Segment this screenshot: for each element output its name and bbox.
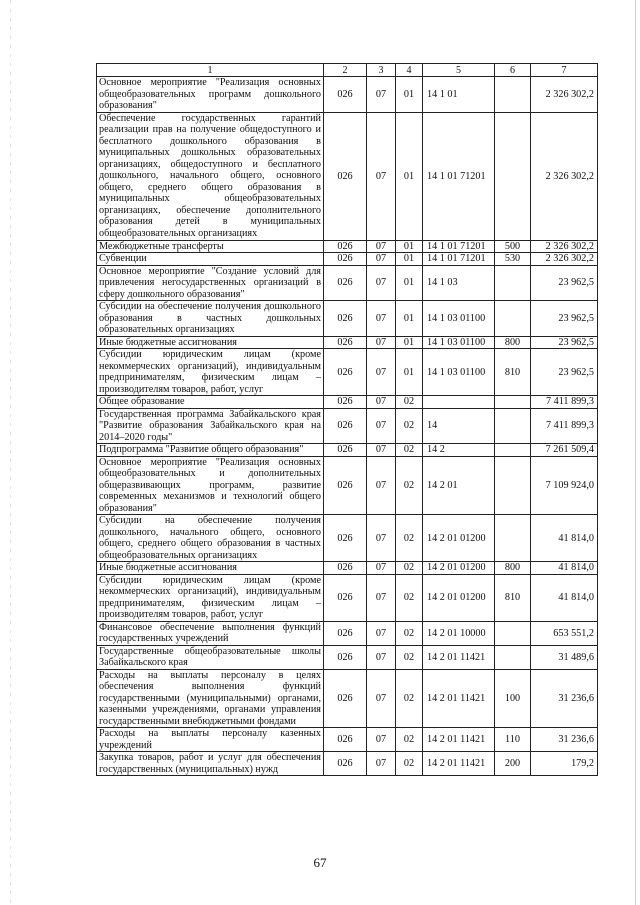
table-row — [97, 515, 598, 562]
table-row — [97, 349, 598, 396]
row-subsection: 02 — [396, 574, 423, 621]
table-row — [97, 444, 598, 457]
row-section: 07 — [367, 515, 396, 562]
page-number: 67 — [313, 855, 327, 870]
row-expense-type: 100 — [495, 669, 531, 728]
row-target-article: 14 2 — [423, 444, 495, 457]
row-subsection: 01 — [396, 77, 423, 113]
row-admin-code: 026 — [324, 444, 367, 457]
row-expense-type: 200 — [495, 752, 531, 776]
row-admin-code: 026 — [324, 408, 367, 444]
row-target-article: 14 2 01 — [423, 456, 495, 515]
row-target-article: 14 1 03 01100 — [423, 336, 495, 349]
row-name: Субвенции — [97, 253, 324, 266]
row-name: Закупка товаров, работ и услуг для обеспечения государственных (муниципальных) нужд — [97, 752, 324, 776]
row-section: 07 — [367, 574, 396, 621]
row-expense-type — [495, 112, 531, 240]
row-name: Субсидии юридическим лицам (кроме некоммерческих организаций), индивидуальным предпринимателям, физическим лицам – производителям товаров, работ, услуг — [97, 349, 324, 396]
row-target-article: 14 1 01 71201 — [423, 253, 495, 266]
row-amount: 2 326 302,2 — [531, 240, 598, 253]
row-subsection: 02 — [396, 396, 423, 409]
row-section: 07 — [367, 396, 396, 409]
row-target-article: 14 1 03 — [423, 265, 495, 301]
row-admin-code: 026 — [324, 112, 367, 240]
row-subsection: 01 — [396, 336, 423, 349]
row-amount: 7 261 509,4 — [531, 444, 598, 457]
row-subsection: 02 — [396, 515, 423, 562]
row-section: 07 — [367, 444, 396, 457]
row-expense-type — [495, 265, 531, 301]
row-amount: 23 962,5 — [531, 301, 598, 337]
row-target-article: 14 2 01 11421 — [423, 728, 495, 752]
row-target-article: 14 — [423, 408, 495, 444]
row-admin-code: 026 — [324, 728, 367, 752]
row-section: 07 — [367, 301, 396, 337]
table-row — [97, 408, 598, 444]
row-subsection: 02 — [396, 408, 423, 444]
row-subsection: 02 — [396, 669, 423, 728]
row-expense-type — [495, 444, 531, 457]
row-name: Межбюджетные трансферты — [97, 240, 324, 253]
table-row — [97, 396, 598, 409]
row-target-article: 14 1 01 71201 — [423, 112, 495, 240]
row-expense-type — [495, 77, 531, 113]
row-admin-code: 026 — [324, 301, 367, 337]
row-expense-type — [495, 301, 531, 337]
row-admin-code: 026 — [324, 752, 367, 776]
table-row — [97, 574, 598, 621]
row-subsection: 01 — [396, 112, 423, 240]
header-col-1: 1 — [97, 64, 324, 77]
row-target-article: 14 2 01 11421 — [423, 669, 495, 728]
budget-table — [96, 63, 598, 776]
row-amount: 31 236,6 — [531, 669, 598, 728]
table-row — [97, 112, 598, 240]
table-row — [97, 253, 598, 266]
row-admin-code: 026 — [324, 396, 367, 409]
table-row — [97, 621, 598, 645]
row-expense-type — [495, 396, 531, 409]
row-amount: 7 411 899,3 — [531, 396, 598, 409]
table-row — [97, 752, 598, 776]
row-admin-code: 026 — [324, 515, 367, 562]
row-section: 07 — [367, 456, 396, 515]
row-section: 07 — [367, 265, 396, 301]
row-expense-type — [495, 408, 531, 444]
row-name: Финансовое обеспечение выполнения функций государственных учреждений — [97, 621, 324, 645]
row-admin-code: 026 — [324, 265, 367, 301]
row-name: Расходы на выплаты персоналу в целях обеспечения выполнения функций государственными (муниципальными) органами, казенными учреждениями, органами управления государственными внебюджетными фондами — [97, 669, 324, 728]
row-expense-type: 810 — [495, 349, 531, 396]
row-name: Основное мероприятие "Реализация основных общеобразовательных и дополнительных общеразвивающих программ, развитие современных механизмов и технологий общего образования" — [97, 456, 324, 515]
row-subsection: 02 — [396, 562, 423, 575]
table-row — [97, 240, 598, 253]
row-name: Основное мероприятие "Реализация основных общеобразовательных программ дошкольного образования" — [97, 77, 324, 113]
table-row — [97, 669, 598, 728]
header-col-2: 2 — [324, 64, 367, 77]
row-name: Иные бюджетные ассигнования — [97, 562, 324, 575]
row-target-article: 14 2 01 10000 — [423, 621, 495, 645]
row-amount: 2 326 302,2 — [531, 77, 598, 113]
row-section: 07 — [367, 621, 396, 645]
row-expense-type: 110 — [495, 728, 531, 752]
scan-edge-right — [635, 0, 636, 905]
row-amount: 31 489,6 — [531, 645, 598, 669]
row-section: 07 — [367, 408, 396, 444]
row-subsection: 02 — [396, 645, 423, 669]
row-expense-type: 530 — [495, 253, 531, 266]
row-name: Государственные общеобразовательные школы Забайкальского края — [97, 645, 324, 669]
row-expense-type — [495, 515, 531, 562]
row-amount: 41 814,0 — [531, 562, 598, 575]
row-amount: 7 109 924,0 — [531, 456, 598, 515]
row-target-article — [423, 396, 495, 409]
table-row — [97, 728, 598, 752]
row-expense-type — [495, 645, 531, 669]
row-subsection: 02 — [396, 752, 423, 776]
row-name: Субсидии на обеспечение получения дошкольного образования в частных дошкольных образовательных организациях — [97, 301, 324, 337]
row-target-article: 14 1 03 01100 — [423, 301, 495, 337]
table-row — [97, 645, 598, 669]
row-admin-code: 026 — [324, 253, 367, 266]
row-section: 07 — [367, 645, 396, 669]
row-name: Общее образование — [97, 396, 324, 409]
row-amount: 41 814,0 — [531, 515, 598, 562]
row-section: 07 — [367, 112, 396, 240]
header-col-5: 5 — [423, 64, 495, 77]
row-amount: 23 962,5 — [531, 336, 598, 349]
row-section: 07 — [367, 240, 396, 253]
row-name: Обеспечение государственных гарантий реализации прав на получение общедоступного и бесплатного дошкольного образования в муниципальных дошкольных образовательных организациях, общедоступного и бесплатного дошкольного, начального общего, основного общего, среднего общего образования в муниципальных общеобразовательных организациях, обеспечение дополнительного образования детей в муниципальных общеобразовательных организациях — [97, 112, 324, 240]
row-admin-code: 026 — [324, 621, 367, 645]
row-expense-type: 500 — [495, 240, 531, 253]
row-target-article: 14 2 01 01200 — [423, 562, 495, 575]
row-expense-type — [495, 456, 531, 515]
row-subsection: 01 — [396, 349, 423, 396]
header-col-3: 3 — [367, 64, 396, 77]
row-subsection: 01 — [396, 240, 423, 253]
row-admin-code: 026 — [324, 669, 367, 728]
row-expense-type: 810 — [495, 574, 531, 621]
row-admin-code: 026 — [324, 574, 367, 621]
row-subsection: 02 — [396, 728, 423, 752]
row-admin-code: 026 — [324, 562, 367, 575]
row-name: Государственная программа Забайкальского края "Развитие образования Забайкальского края на 2014–2020 годы" — [97, 408, 324, 444]
row-section: 07 — [367, 752, 396, 776]
row-target-article: 14 2 01 11421 — [423, 752, 495, 776]
row-subsection: 01 — [396, 265, 423, 301]
row-section: 07 — [367, 349, 396, 396]
row-target-article: 14 2 01 01200 — [423, 574, 495, 621]
row-amount: 41 814,0 — [531, 574, 598, 621]
row-section: 07 — [367, 669, 396, 728]
row-expense-type — [495, 621, 531, 645]
row-target-article: 14 1 01 71201 — [423, 240, 495, 253]
row-subsection: 01 — [396, 301, 423, 337]
row-target-article: 14 2 01 01200 — [423, 515, 495, 562]
table-row — [97, 562, 598, 575]
row-amount: 2 326 302,2 — [531, 253, 598, 266]
row-amount: 23 962,5 — [531, 265, 598, 301]
row-amount: 23 962,5 — [531, 349, 598, 396]
row-admin-code: 026 — [324, 349, 367, 396]
row-amount: 2 326 302,2 — [531, 112, 598, 240]
row-name: Иные бюджетные ассигнования — [97, 336, 324, 349]
table-row — [97, 301, 598, 337]
row-target-article: 14 1 03 01100 — [423, 349, 495, 396]
table-row — [97, 77, 598, 113]
header-col-4: 4 — [396, 64, 423, 77]
row-section: 07 — [367, 562, 396, 575]
row-admin-code: 026 — [324, 645, 367, 669]
row-target-article: 14 2 01 11421 — [423, 645, 495, 669]
row-admin-code: 026 — [324, 456, 367, 515]
row-section: 07 — [367, 253, 396, 266]
row-name: Подпрограмма "Развитие общего образования" — [97, 444, 324, 457]
row-admin-code: 026 — [324, 77, 367, 113]
scan-edge-left — [10, 0, 11, 905]
row-name: Расходы на выплаты персоналу казенных учреждений — [97, 728, 324, 752]
row-section: 07 — [367, 336, 396, 349]
row-subsection: 02 — [396, 456, 423, 515]
row-subsection: 02 — [396, 444, 423, 457]
row-expense-type: 800 — [495, 562, 531, 575]
row-amount: 179,2 — [531, 752, 598, 776]
row-name: Субсидии юридическим лицам (кроме некоммерческих организаций), индивидуальным предпринимателям, физическим лицам – производителям товаров, работ, услуг — [97, 574, 324, 621]
row-subsection: 02 — [396, 621, 423, 645]
row-amount: 7 411 899,3 — [531, 408, 598, 444]
header-col-7: 7 — [531, 64, 598, 77]
table-row — [97, 336, 598, 349]
row-admin-code: 026 — [324, 240, 367, 253]
header-col-6: 6 — [495, 64, 531, 77]
row-amount: 653 551,2 — [531, 621, 598, 645]
row-target-article: 14 1 01 — [423, 77, 495, 113]
row-section: 07 — [367, 728, 396, 752]
table-row — [97, 265, 598, 301]
row-name: Субсидии на обеспечение получения дошкольного, начального общего, основного общего, среднего общего образования в частных общеобразовательных организациях — [97, 515, 324, 562]
row-expense-type: 800 — [495, 336, 531, 349]
row-subsection: 01 — [396, 253, 423, 266]
row-amount: 31 236,6 — [531, 728, 598, 752]
row-section: 07 — [367, 77, 396, 113]
table-row — [97, 456, 598, 515]
row-name: Основное мероприятие "Создание условий для привлечения негосударственных организаций в сферу дошкольного образования" — [97, 265, 324, 301]
table-header-row — [97, 64, 598, 77]
row-admin-code: 026 — [324, 336, 367, 349]
